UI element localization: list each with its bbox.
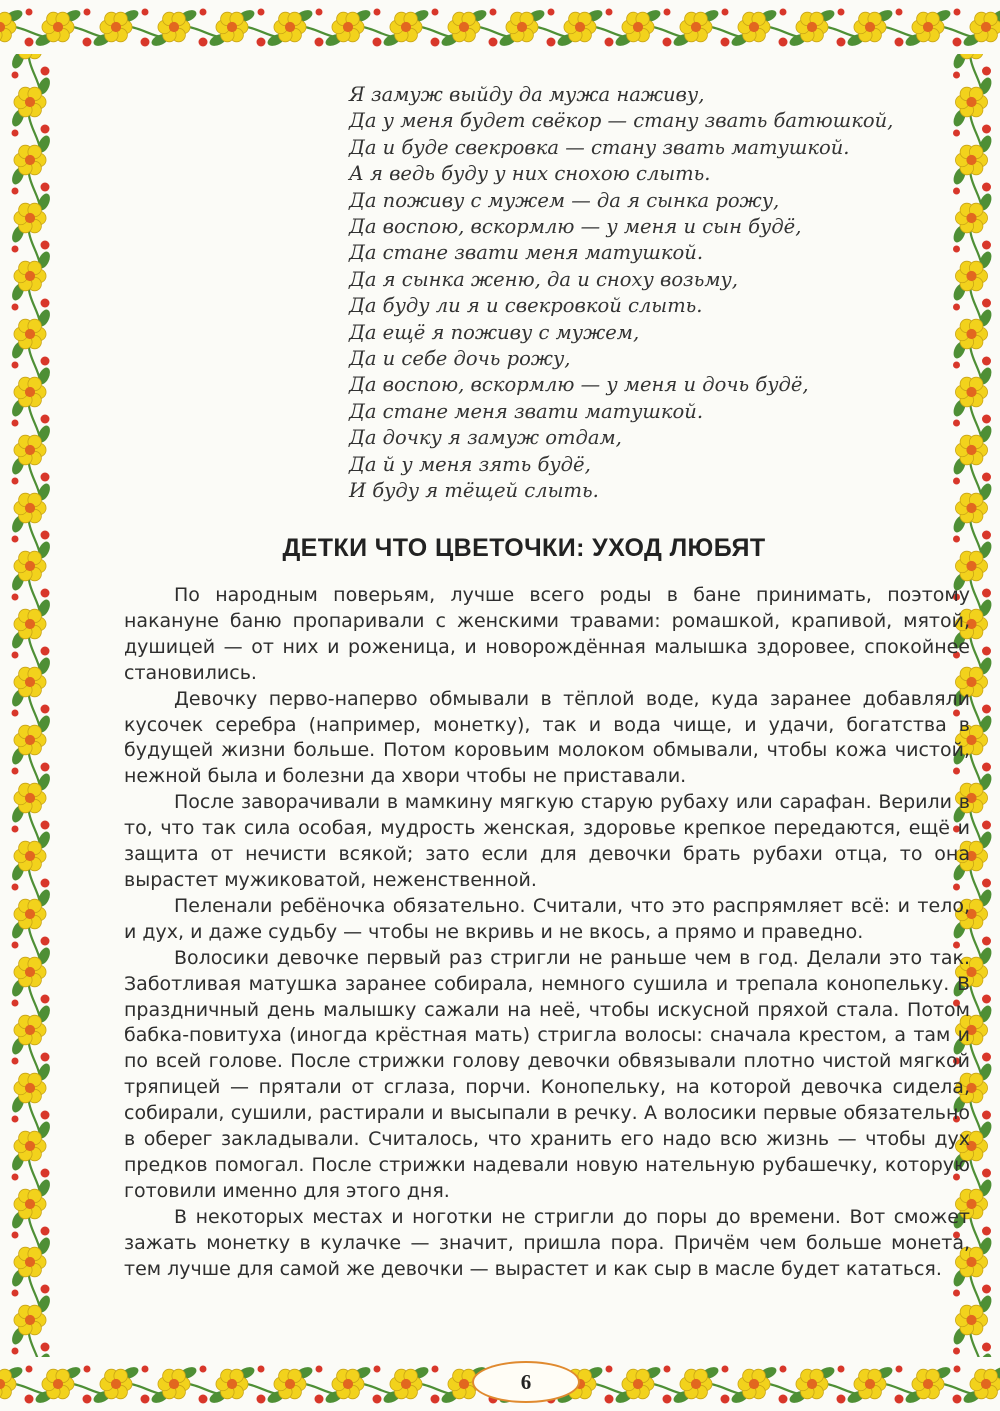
flower-icon bbox=[100, 12, 132, 42]
flower-icon bbox=[796, 1369, 828, 1399]
flower-icon bbox=[216, 12, 248, 42]
flower-icon bbox=[216, 1369, 248, 1399]
poem-line: Да и себе дочь рожу, bbox=[349, 347, 571, 371]
poem-line: Да я сынка женю, да и сноху возьму, bbox=[349, 267, 738, 291]
poem-line: Да ещё я поживу с мужем, bbox=[349, 320, 640, 344]
floral-ornament-icon bbox=[0, 54, 60, 1357]
flower-icon bbox=[955, 551, 987, 581]
flower-icon bbox=[912, 1369, 944, 1399]
article-body bbox=[124, 583, 970, 1282]
floral-border-left bbox=[0, 54, 60, 1357]
flower-icon bbox=[14, 841, 46, 871]
poem-line: Да буду ли я и свекровкой слыть. bbox=[349, 294, 703, 318]
flower-icon bbox=[506, 12, 538, 42]
flower-icon bbox=[158, 12, 190, 42]
flower-icon bbox=[738, 1369, 770, 1399]
poem-line: Да у меня будет свёкор — стану звать батюшкой, bbox=[349, 109, 894, 133]
flower-icon bbox=[448, 12, 480, 42]
flower-icon bbox=[955, 145, 987, 175]
flower-icon bbox=[332, 1369, 364, 1399]
flower-icon bbox=[14, 899, 46, 929]
flower-icon bbox=[738, 12, 770, 42]
flower-icon bbox=[564, 12, 596, 42]
flower-icon bbox=[14, 1305, 46, 1335]
flower-icon bbox=[955, 435, 987, 465]
flower-icon bbox=[390, 12, 422, 42]
paragraph: После заворачивали в мамкину мягкую старую рубаху или сарафан. Верили в то, что так сила особая, мудрость женская, здоровье крепкое передаются, ещё и защита от нечисти всякой; зато если для девочки брать рубахи отца, то она вырастет мужиковатой, неженственной. bbox=[124, 791, 970, 891]
poem-line: Да стане звати меня матушкой. bbox=[349, 241, 704, 265]
flower-icon bbox=[14, 145, 46, 175]
flower-icon bbox=[14, 319, 46, 349]
flower-icon bbox=[955, 319, 987, 349]
flower-icon bbox=[796, 12, 828, 42]
flower-icon bbox=[14, 1015, 46, 1045]
poem-line: Я замуж выйду да мужа наживу, bbox=[349, 83, 705, 106]
flower-icon bbox=[100, 1369, 132, 1399]
flower-icon bbox=[14, 261, 46, 291]
flower-icon bbox=[14, 725, 46, 755]
poem-line: И буду я тёщей слыть. bbox=[349, 479, 599, 503]
flower-icon bbox=[14, 1131, 46, 1161]
flower-icon bbox=[14, 1073, 46, 1103]
poem-line: Да поживу с мужем — да я сынка рожу, bbox=[349, 188, 780, 212]
paragraph: По народным поверьям, лучше всего роды в бане принимать, поэтому накануне баню пропаривали с женскими травами: ромашкой, крапивой, мятой, душицей — от них и роженица, и новорождённая малышка здоровее, спокойнее становились. bbox=[124, 584, 970, 684]
flower-icon bbox=[854, 12, 886, 42]
poem-line: Да дочку я замуж отдам, bbox=[349, 426, 622, 450]
flower-icon bbox=[622, 1369, 654, 1399]
flower-icon bbox=[14, 551, 46, 581]
paragraph: Волосики девочке первый раз стригли не раньше чем в год. Делали это так. Заботливая матушка заранее собирала, немного сушила и трепала конопельку. В праздничный день малышку сажали на неё, чтобы искусной пряхой стала. Потом бабка-повитуха (иногда крёстная мать) стригла волосы: сначала крестом, а там и по всей голове. После стрижки голову девочки обвязывали плотно чистой мягкой тряпицей — прятали от сглаза, порчи. Конопельку, на которой девочка сидела, собирали, сушили, растирали и высыпали в речку. А волосики первые обязательно в оберег закладывали. Считалось, что хранить его надо всю жизнь — чтобы дух предков помогал. После стрижки надевали новую нательную рубашечку, которую готовили именно для этого дня. bbox=[124, 946, 970, 1202]
page-number: 6 bbox=[472, 1361, 580, 1403]
flower-icon bbox=[912, 12, 944, 42]
poem-line: Да й у меня зять будё, bbox=[349, 452, 591, 476]
flower-icon bbox=[14, 783, 46, 813]
poem-line: Да и буде свекровка — стану звать матушкой. bbox=[349, 135, 850, 159]
floral-border-top bbox=[0, 0, 1000, 54]
flower-icon bbox=[14, 493, 46, 523]
flower-icon bbox=[955, 493, 987, 523]
flower-icon bbox=[332, 12, 364, 42]
flower-icon bbox=[14, 1247, 46, 1277]
flower-icon bbox=[42, 12, 74, 42]
flower-icon bbox=[274, 1369, 306, 1399]
flower-icon bbox=[14, 377, 46, 407]
flower-icon bbox=[14, 667, 46, 697]
paragraph: Девочку перво-наперво обмывали в тёплой воде, куда заранее добавляли кусочек серебра (например, монетку), так и вода чище, и удачи, богатства в будущей жизни больше. Потом коровьим молоком обмывали, чтобы кожа чистой, нежной была и болезни да хвори чтобы не приставали. bbox=[124, 687, 970, 788]
flower-icon bbox=[14, 87, 46, 117]
poem-line: Да стане меня звати матушкой. bbox=[349, 399, 704, 423]
flower-icon bbox=[955, 1305, 987, 1335]
flower-icon bbox=[14, 609, 46, 639]
flower-icon bbox=[680, 1369, 712, 1399]
flower-icon bbox=[14, 435, 46, 465]
flower-icon bbox=[955, 261, 987, 291]
flower-icon bbox=[622, 12, 654, 42]
flower-icon bbox=[955, 203, 987, 233]
paragraph: В некоторых местах и ноготки не стригли до поры до времени. Вот сможет зажать монетку в кулачке — значит, пришла пора. Причём чем больше монета, тем лучше для самой же девочки — вырастет и как сыр в масле будет кататься. bbox=[124, 1205, 970, 1280]
flower-icon bbox=[14, 203, 46, 233]
flower-icon bbox=[14, 957, 46, 987]
flower-icon bbox=[158, 1369, 190, 1399]
flower-icon bbox=[680, 12, 712, 42]
flower-icon bbox=[274, 12, 306, 42]
flower-icon bbox=[42, 1369, 74, 1399]
floral-ornament-icon bbox=[0, 0, 1000, 54]
flower-icon bbox=[854, 1369, 886, 1399]
poem-line: Да воспою, вскормлю — у меня и сын будё, bbox=[349, 215, 802, 239]
paragraph: Пеленали ребёночка обязательно. Считали, что это распрямляет всё: и тело, и дух, и даже судьбу — чтобы не вкривь и не вкось, а прямо и праведно. bbox=[124, 894, 970, 943]
poem bbox=[349, 82, 909, 505]
section-heading: ДЕТКИ ЧТО ЦВЕТОЧКИ: УХОД ЛЮБЯТ bbox=[282, 534, 766, 562]
flower-icon bbox=[955, 377, 987, 407]
flower-icon bbox=[390, 1369, 422, 1399]
flower-icon bbox=[14, 1189, 46, 1219]
flower-icon bbox=[955, 87, 987, 117]
poem-line: А я ведь буду у них снохою слыть. bbox=[349, 162, 711, 186]
poem-line: Да воспою, вскормлю — у меня и дочь будё, bbox=[349, 373, 809, 397]
